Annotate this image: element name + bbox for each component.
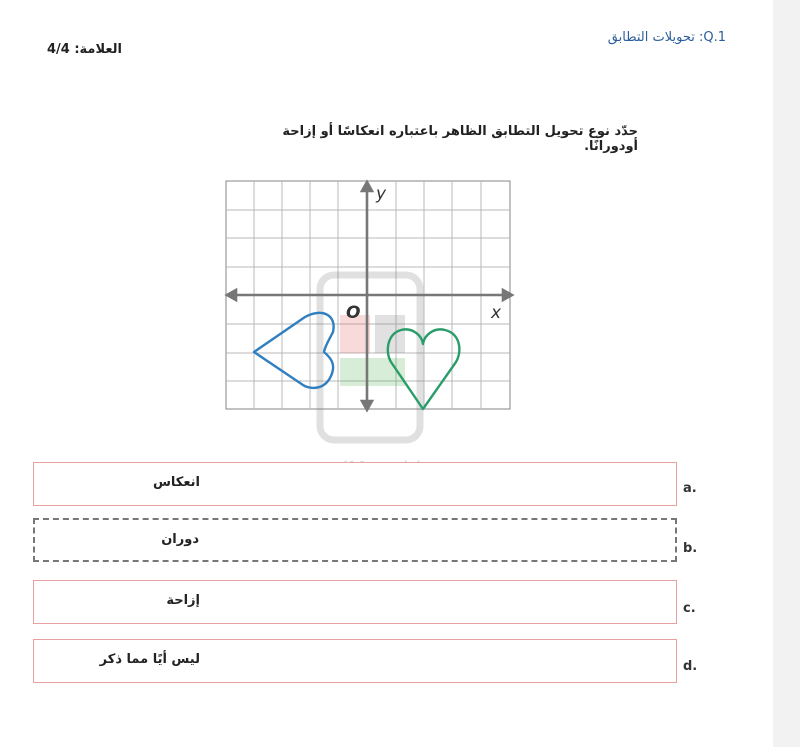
x-axis-label: x [491, 303, 502, 323]
option-d-text: ليس أيًا مما ذكر [99, 652, 200, 667]
option-c[interactable] [33, 580, 677, 624]
option-b[interactable] [33, 518, 677, 562]
right-sidebar [773, 0, 800, 747]
option-a-letter: a. [683, 481, 697, 496]
option-c-letter: c. [683, 601, 696, 616]
option-d-letter: d. [683, 659, 698, 674]
option-d[interactable] [33, 639, 677, 683]
option-b-text: دوران [161, 532, 199, 547]
score-label: العلامة: 4/4 [46, 42, 122, 57]
option-a-text: انعكاس [152, 475, 200, 490]
origin-label: O [346, 303, 361, 323]
question-prompt: حدّد نوع تحويل التطابق الظاهر باعتباره انعكاسًا أو إزاحة أودورانًا. [282, 124, 638, 154]
coordinate-grid-figure [225, 180, 515, 412]
option-b-letter: b. [683, 541, 698, 556]
option-c-text: إزاحة [166, 593, 200, 608]
option-a[interactable] [33, 462, 677, 506]
question-title: Q.1: تحويلات التطابق [607, 30, 726, 45]
y-axis-label: y [376, 184, 387, 204]
